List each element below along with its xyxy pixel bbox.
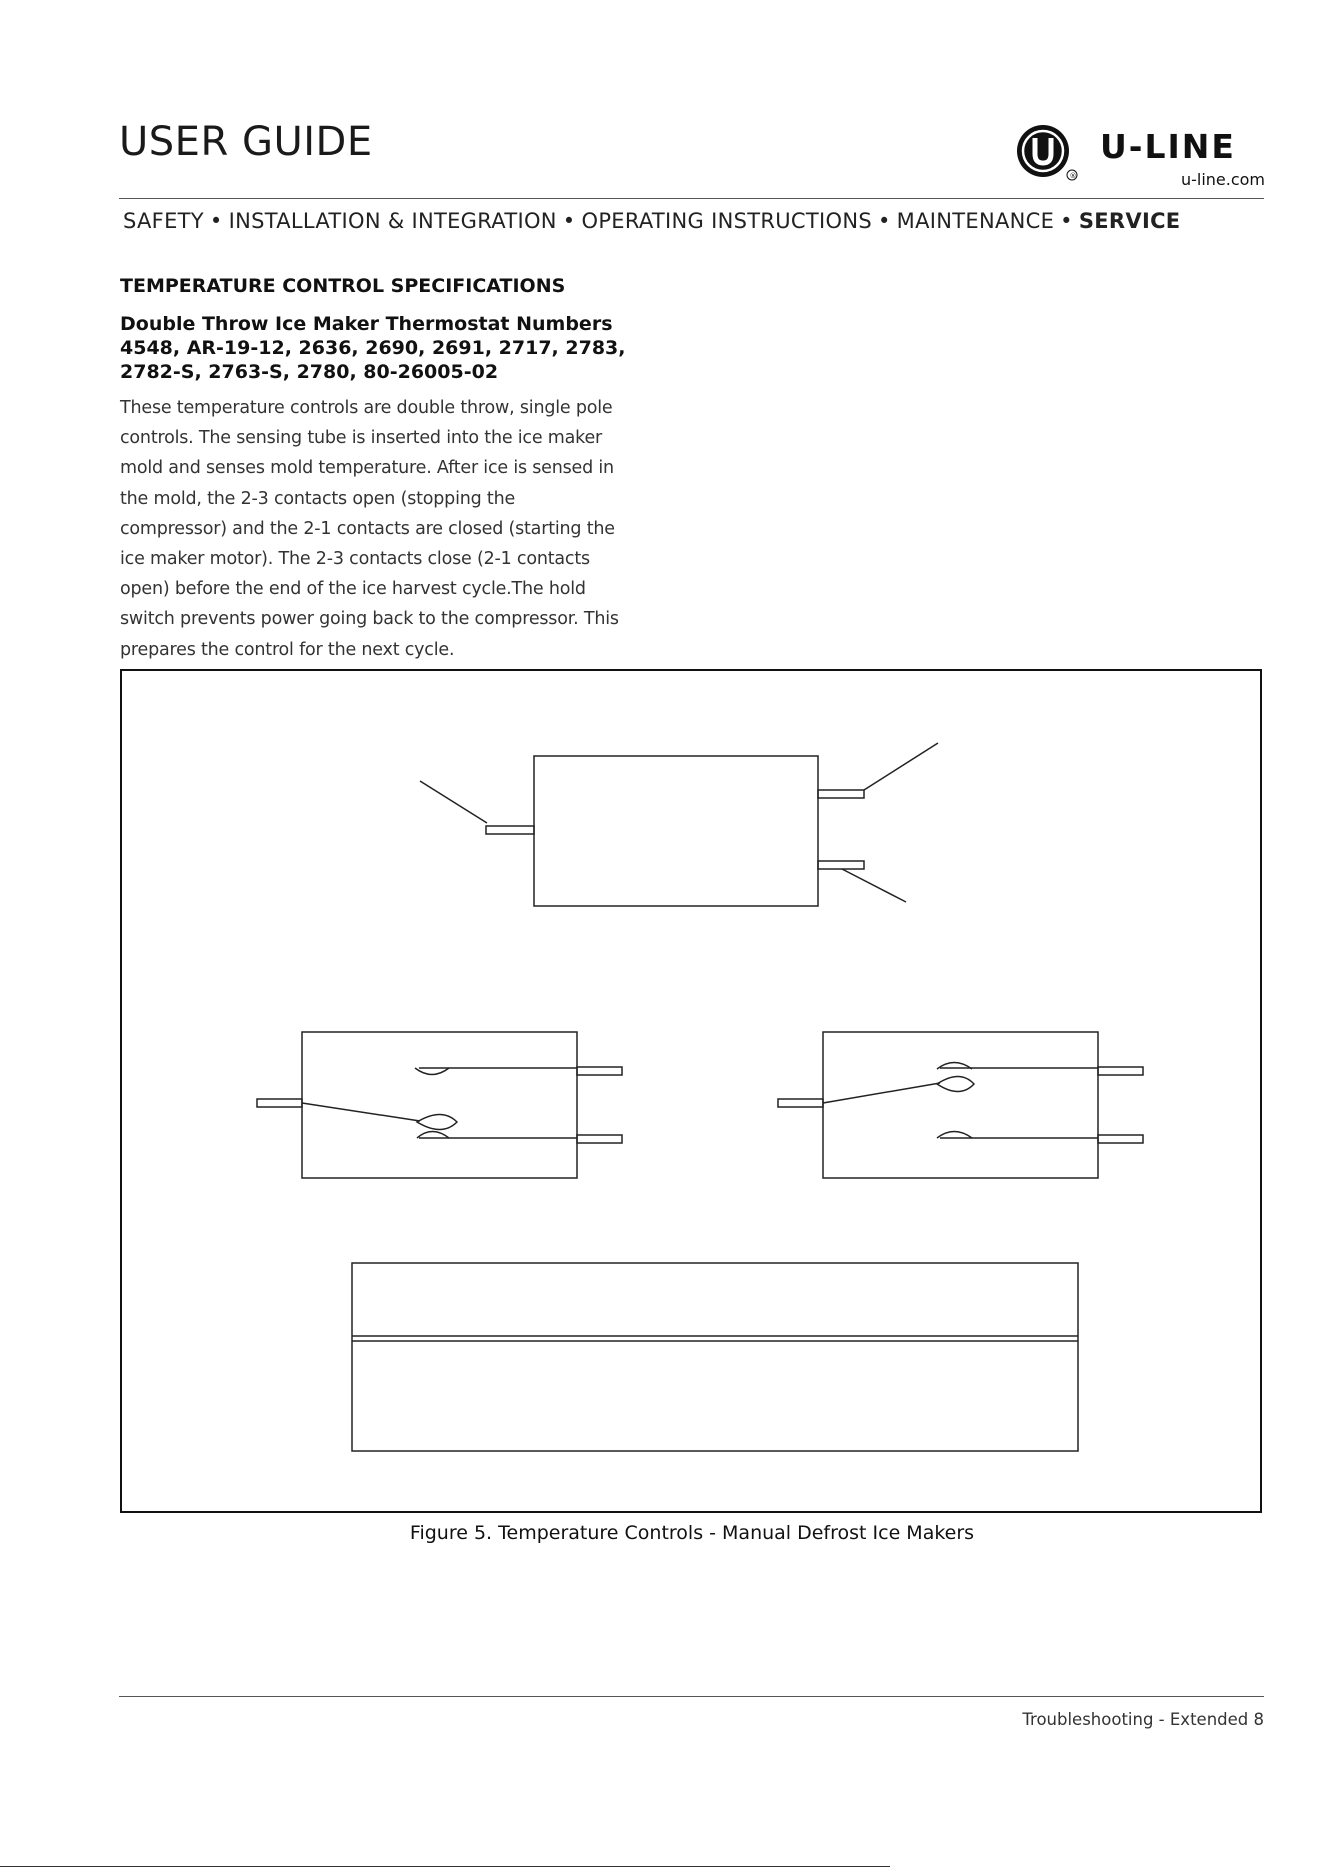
nav-item-operating: OPERATING INSTRUCTIONS [581, 209, 872, 233]
nav-separator: • [877, 209, 891, 233]
switch-arm [823, 1083, 940, 1103]
leader-line [842, 869, 906, 902]
brand-logo [1010, 118, 1265, 188]
body-line: These temperature controls are double throw, single pole [120, 398, 613, 418]
nav-separator: • [1060, 209, 1073, 233]
contact-lower [937, 1132, 972, 1139]
nav-item-maintenance: MAINTENANCE [896, 209, 1055, 233]
body-line: ice maker motor). The 2-3 contacts close (2-1 contacts [120, 549, 590, 570]
terminal-right-upper [1098, 1067, 1143, 1075]
contact-lens [937, 1077, 974, 1092]
page-footer: Troubleshooting - Extended 8 [1022, 1710, 1264, 1729]
terminal-left [486, 826, 534, 834]
body-paragraph [120, 393, 680, 665]
figure-frame [120, 669, 1262, 1513]
nav-item-safety: SAFETY [123, 209, 204, 233]
terminal-left [778, 1099, 823, 1107]
leader-line [420, 781, 487, 823]
nav-separator: • [209, 209, 223, 233]
section-nav [123, 211, 1268, 232]
contact-lower [417, 1132, 449, 1139]
header-divider [119, 198, 1264, 199]
terminal-right-lower [1098, 1135, 1143, 1143]
body-line: the mold, the 2-3 contacts open (stopping the [120, 488, 516, 509]
switch-arm [302, 1103, 420, 1121]
u-line-logo-icon [1010, 118, 1080, 188]
body-line: controls. The sensing tube is inserted into the ice maker [120, 428, 603, 449]
logo-wordmark: U-LINE [1100, 127, 1236, 166]
body-line: compressor) and the 2-1 contacts are closed (starting the [120, 518, 615, 539]
contact-upper [415, 1068, 449, 1075]
section-title: TEMPERATURE CONTROL SPECIFICATIONS [120, 275, 566, 297]
nav-item-installation: INSTALLATION & INTEGRATION [228, 209, 557, 233]
body-line: switch prevents power going back to the compressor. This [120, 609, 619, 630]
legend-table [352, 1263, 1078, 1451]
terminal-left [257, 1099, 302, 1107]
page-title: USER GUIDE [119, 119, 373, 165]
leader-line [864, 743, 938, 790]
heading-line: 4548, AR-19-12, 2636, 2690, 2691, 2717, 2783, [120, 337, 626, 359]
nav-separator: • [562, 209, 576, 233]
registered-mark: ® [1069, 172, 1077, 180]
body-line: mold and senses mold temperature. After ice is sensed in [120, 458, 614, 479]
bottom-edge-line [0, 1866, 890, 1867]
control-body-top [534, 756, 818, 906]
terminal-right-upper [577, 1067, 622, 1075]
heading-line: Double Throw Ice Maker Thermostat Numbers [120, 313, 613, 335]
terminal-right-upper [818, 790, 864, 798]
figure-caption: Figure 5. Temperature Controls - Manual Defrost Ice Makers [409, 1522, 975, 1544]
thermostat-numbers-heading [120, 312, 680, 384]
terminal-right-lower [818, 861, 864, 869]
contact-lens [417, 1115, 457, 1130]
logo-url: u-line.com [1180, 170, 1265, 189]
heading-line: 2782-S, 2763-S, 2780, 80-26005-02 [120, 361, 499, 383]
body-line: open) before the end of the ice harvest cycle.The hold [120, 579, 586, 600]
terminal-right-lower [577, 1135, 622, 1143]
footer-divider [119, 1696, 1264, 1697]
switch-body-right [823, 1032, 1098, 1178]
switch-body-left [302, 1032, 577, 1178]
body-line: prepares the control for the next cycle. [120, 639, 455, 660]
nav-item-service: SERVICE [1078, 209, 1181, 233]
thermostat-diagram [122, 671, 1264, 1515]
